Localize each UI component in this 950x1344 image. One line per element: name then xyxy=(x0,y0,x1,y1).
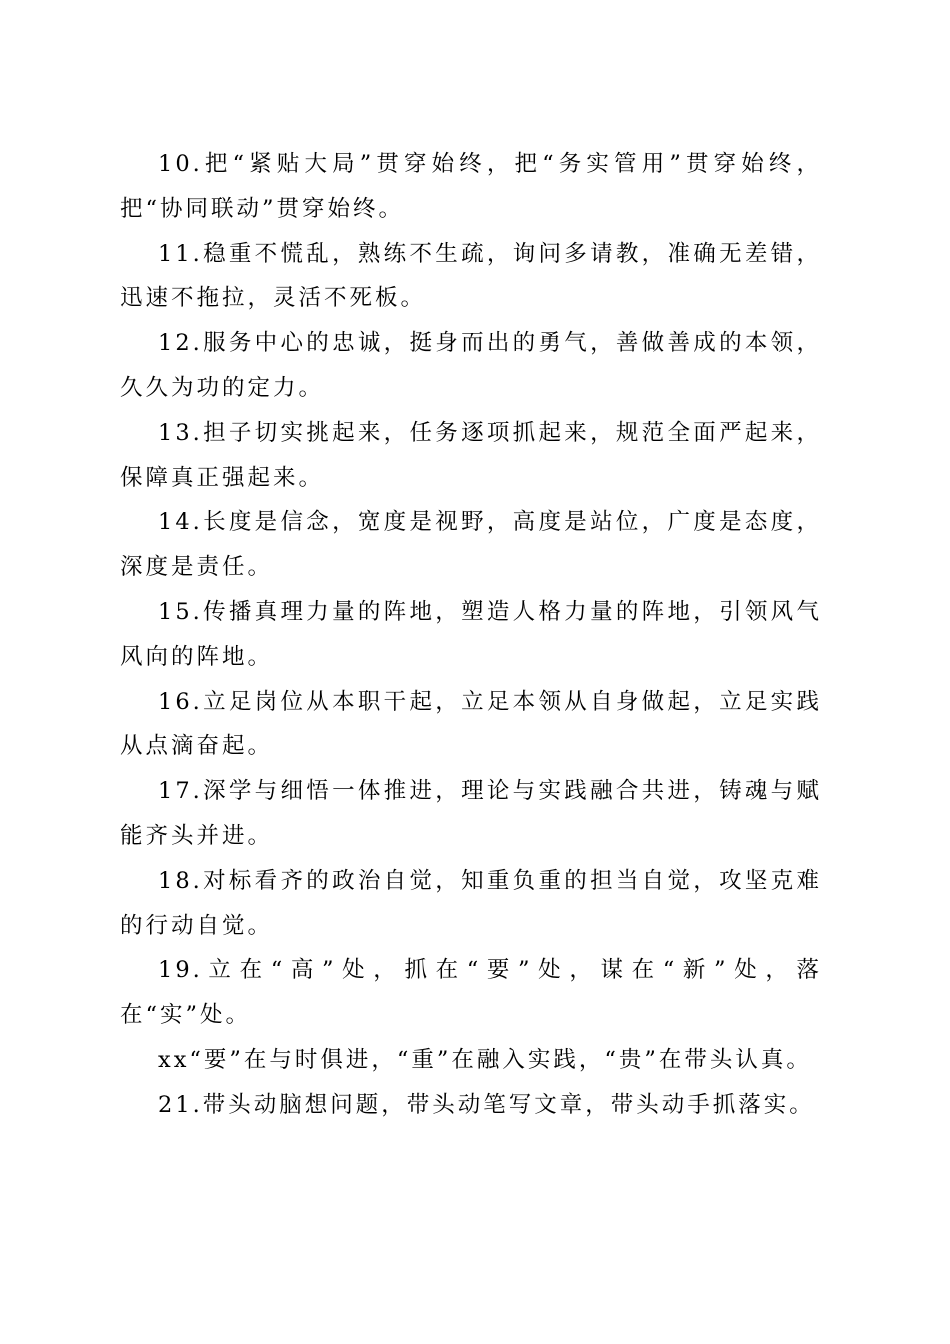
paragraph-14: 14.长度是信念，宽度是视野，高度是站位，广度是态度，深度是责任。 xyxy=(120,509,822,581)
paragraph-15: 15.传播真理力量的阵地，塑造人格力量的阵地，引领风气风向的阵地。 xyxy=(120,598,822,670)
paragraph-16: 16.立足岗位从本职干起，立足本领从自身做起，立足实践从点滴奋起。 xyxy=(120,688,822,760)
paragraph-19: 19.立在“高”处，抓在“要”处，谋在“新”处，落在“实”处。 xyxy=(120,957,822,1029)
paragraph-13: 13.担子切实挑起来，任务逐项抓起来，规范全面严起来，保障真正强起来。 xyxy=(120,419,822,491)
paragraph-12: 12.服务中心的忠诚，挺身而出的勇气，善做善成的本领，久久为功的定力。 xyxy=(120,330,822,401)
document-body xyxy=(120,142,822,1128)
paragraph-17: 17.深学与细悟一体推进，理论与实践融合共进，铸魂与赋能齐头并进。 xyxy=(120,778,822,849)
paragraph-xx: xx“要”在与时俱进，“重”在融入实践，“贵”在带头认真。 xyxy=(158,1046,812,1073)
paragraph-21: 21.带头动脑想问题，带头动笔写文章，带头动手抓落实。 xyxy=(158,1091,815,1118)
paragraph-11: 11.稳重不慌乱，熟练不生疏，询问多请教，准确无差错，迅速不拖拉，灵活不死板。 xyxy=(120,240,822,312)
paragraph-10: 10.把“紧贴大局”贯穿始终，把“务实管用”贯穿始终，把“协同联动”贯穿始终。 xyxy=(120,151,822,222)
paragraph-18: 18.对标看齐的政治自觉，知重负重的担当自觉，攻坚克难的行动自觉。 xyxy=(120,867,822,939)
